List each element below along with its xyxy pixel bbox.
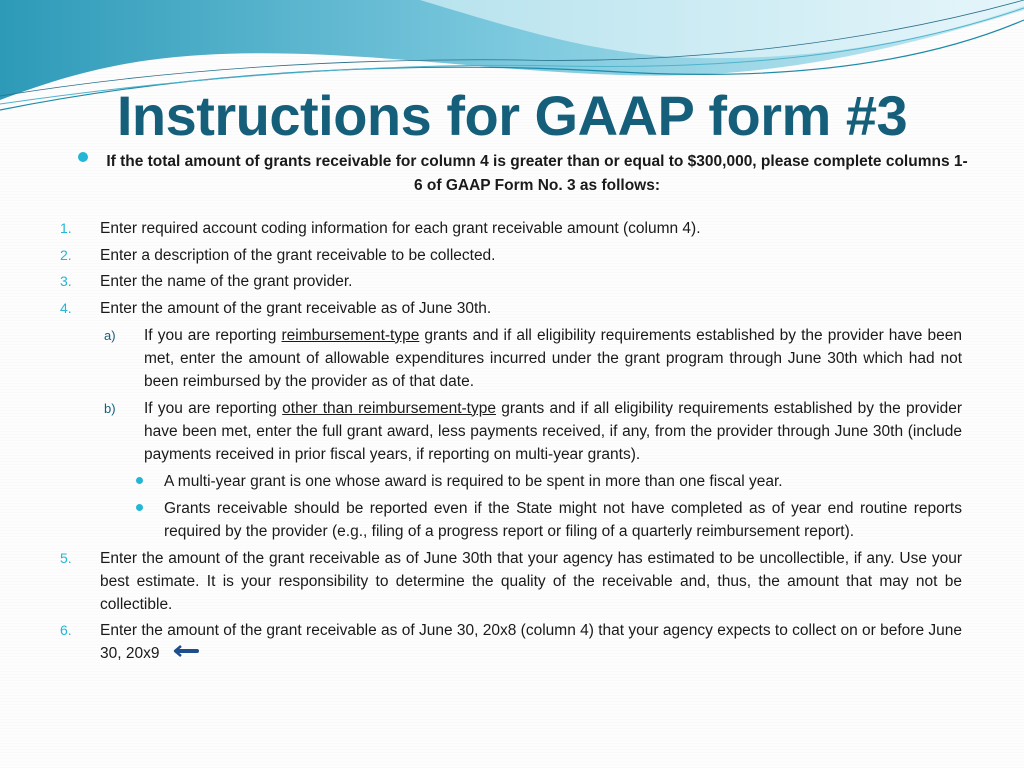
item-text	[100, 619, 962, 665]
sub-item-a	[104, 324, 962, 393]
instructions-list	[60, 217, 962, 669]
item-text: Enter the amount of the grant receivable as of June 30th.	[100, 299, 492, 317]
sub-item-text-pre: If you are reporting	[144, 326, 282, 344]
item-text: Enter required account coding information for each grant receivable amount (column 4).	[100, 220, 701, 237]
item-number: 1.	[60, 220, 72, 236]
list-item	[60, 217, 962, 240]
item-number: 6.	[60, 622, 72, 638]
list-item	[60, 270, 962, 293]
intro-bullet-item	[78, 150, 968, 198]
sub-item-text-pre: If you are reporting	[144, 399, 283, 417]
bullet-item	[124, 470, 962, 493]
item-text: Enter a description of the grant receivable to be collected.	[100, 246, 496, 264]
list-item	[60, 297, 962, 320]
intro-text: If the total amount of grants receivable for column 4 is greater than or equal to $300,000, please complete columns 1-6 of GAAP Form No. 3 as follows:	[106, 153, 968, 194]
bullet-item	[124, 497, 962, 543]
item-number: 3.	[60, 273, 72, 289]
list-item	[60, 547, 962, 616]
back-arrow-icon[interactable]	[173, 642, 199, 665]
item-number: 2.	[60, 246, 72, 263]
bullet-icon	[78, 152, 88, 162]
sub-item-letter: b)	[104, 400, 116, 416]
sub-item-letter: a)	[104, 327, 116, 343]
list-item	[60, 244, 962, 267]
item-number: 5.	[60, 549, 72, 566]
page-title: Instructions for GAAP form #3	[116, 84, 908, 147]
item-text: Enter the name of the grant provider.	[100, 273, 353, 290]
bullet-text: A multi-year grant is one whose award is required to be spent in more than one fiscal year.	[164, 472, 783, 490]
item-text-content: Enter the amount of the grant receivable as of June 30, 20x8 (column 4) that your agency expects to collect on or before June 30, 20x9	[100, 622, 962, 662]
list-item	[60, 619, 962, 665]
sub-item-text-post: grants and if all eligibility requirements established by the provider have been met, enter the amount of allowable expenditures incurred under the grant program through June 30th which had not been reimbursed by the provider as of that date.	[144, 326, 962, 390]
bullet-icon	[136, 504, 143, 511]
sub-item-text-post: grants and if all eligibility requirements established by the provider have been met, enter the full grant award, less payments received, if any, from the provider through June 30th (include payments received in prior fiscal years, if reporting on multi-year grants).	[144, 399, 962, 463]
sub-item-b	[104, 397, 962, 466]
bullet-text: Grants receivable should be reported even if the State might not have completed as of year end routine reports required by the provider (e.g., filing of a progress report or filing of a quarterly reimbursement report).	[164, 499, 962, 540]
item-number: 4.	[60, 299, 72, 316]
sub-item-underlined: other than reimbursement-type	[282, 399, 496, 417]
item-text: Enter the amount of the grant receivable as of June 30th that your agency has estimated to be uncollectible, if any. Use your best estimate. It is your responsibility to determine the quality of the receivable and, thus, the amount that may not be collectible.	[100, 549, 962, 613]
sub-item-underlined: reimbursement-type	[281, 326, 420, 344]
bullet-icon	[136, 477, 143, 484]
